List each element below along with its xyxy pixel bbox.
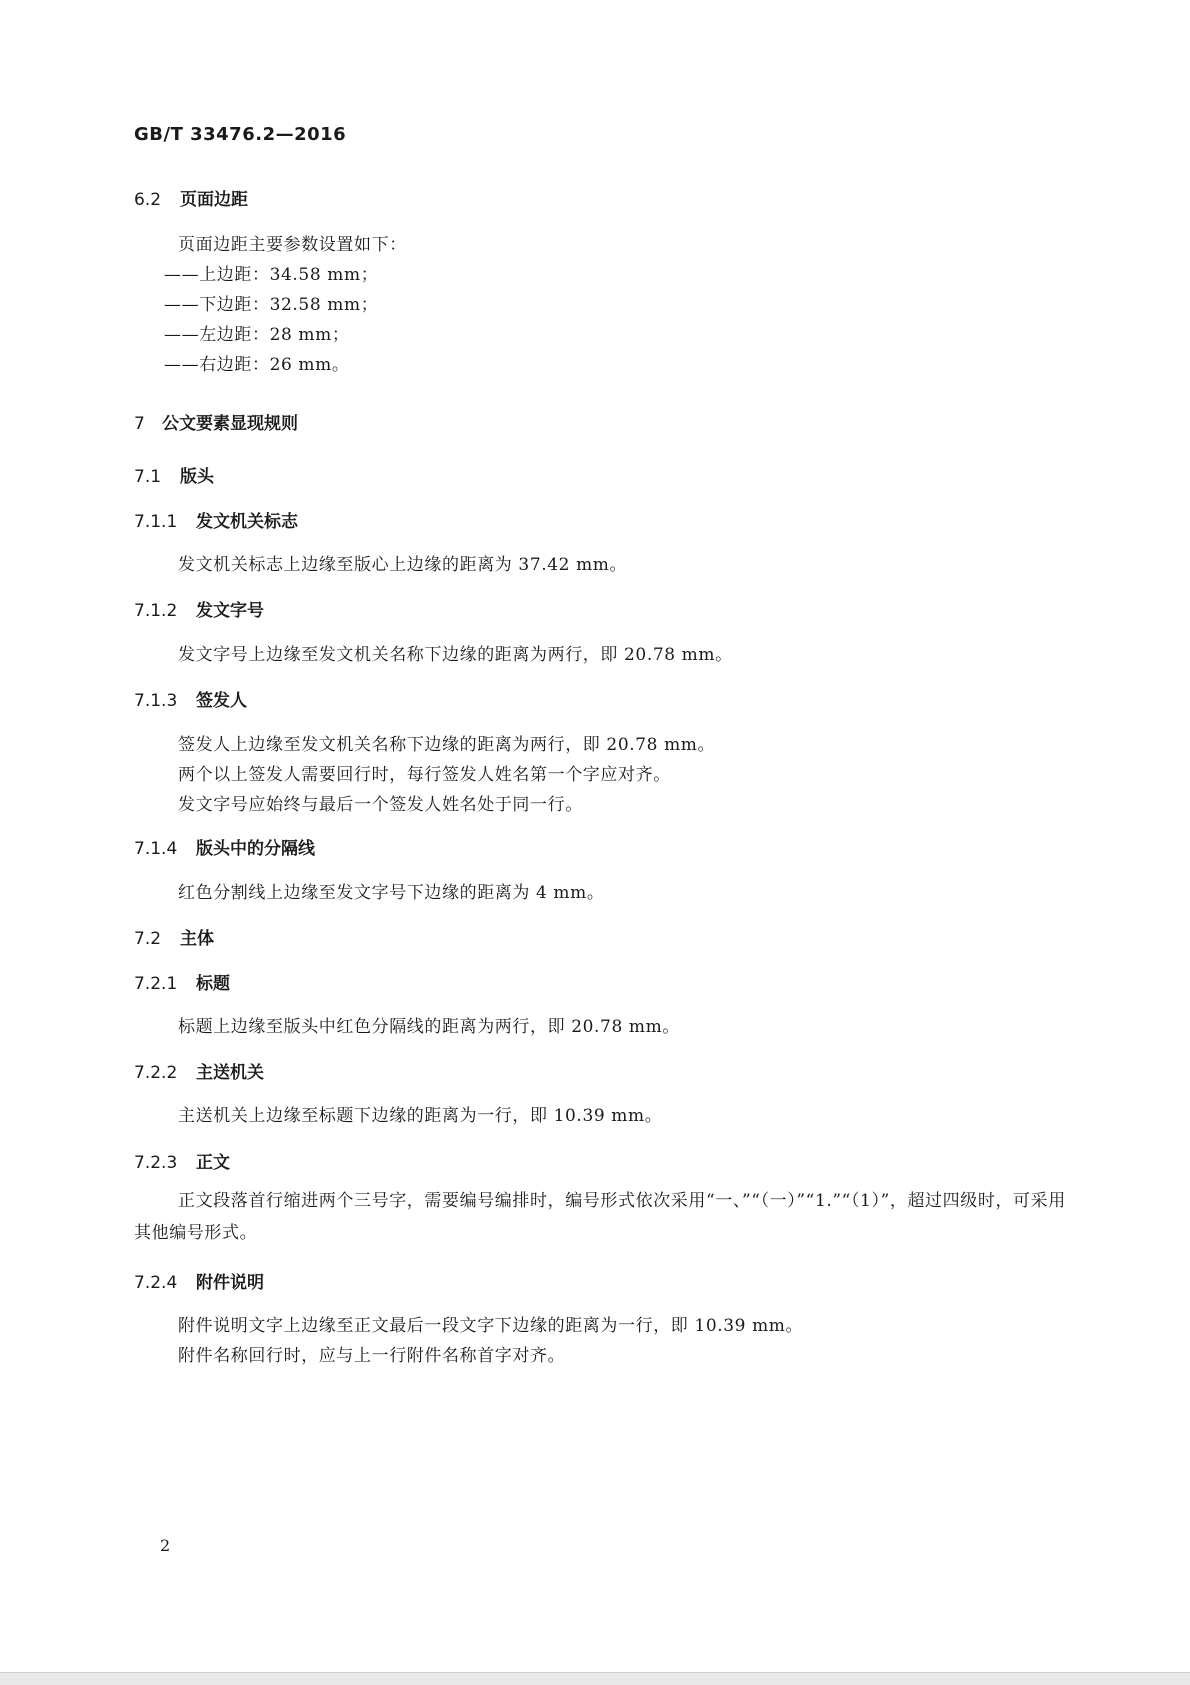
list-item: ——下边距：32.58 mm； [164,295,379,315]
heading-7-1-2 [134,596,264,621]
heading-7-2-2 [134,1058,264,1083]
heading-7-1 [134,462,214,487]
heading-7-2-1 [134,969,230,994]
bottom-edge [0,1672,1190,1685]
heading-7-2-3 [134,1148,230,1173]
section-title: 版头中的分隔线 [196,839,315,859]
section-number: 7.1.1 [134,512,178,532]
paragraph: 标题上边缘至版头中红色分隔线的距离为两行，即 20.78 mm。 [178,1017,680,1037]
section-title: 正文 [196,1153,230,1173]
section-title: 版头 [180,467,214,487]
section-title: 发文机关标志 [196,512,298,532]
section-number: 6.2 [134,190,162,210]
page-number: 2 [160,1536,171,1555]
section-number: 7 [134,414,145,434]
section-number: 7.1.4 [134,839,178,859]
paragraph: 主送机关上边缘至标题下边缘的距离为一行，即 10.39 mm。 [178,1106,663,1126]
section-title: 页面边距 [180,190,248,210]
list-item: ——右边距：26 mm。 [164,355,350,375]
section-number: 7.2.1 [134,974,178,994]
section-number: 7.1 [134,467,162,487]
paragraph: 发文字号上边缘至发文机关名称下边缘的距离为两行，即 20.78 mm。 [178,645,733,665]
heading-7-2-4 [134,1268,264,1293]
list-item: ——左边距：28 mm； [164,325,350,345]
section-title: 附件说明 [196,1273,264,1293]
paragraph: 发文字号应始终与最后一个签发人姓名处于同一行。 [178,795,583,815]
heading-7-1-1 [134,507,298,532]
section-number: 7.2.4 [134,1273,178,1293]
heading-7-1-4 [134,834,315,859]
paragraph: 正文段落首行缩进两个三号字，需要编号编排时，编号形式依次采用“一、”“（一）”“1.”“（1）”，超过四级时，可采用其他编号形式。 [134,1191,1066,1243]
paragraph: 签发人上边缘至发文机关名称下边缘的距离为两行，即 20.78 mm。 [178,735,716,755]
section-title: 主体 [180,929,214,949]
paragraph: 附件名称回行时，应与上一行附件名称首字对齐。 [178,1346,566,1366]
section-title: 标题 [196,974,230,994]
paragraph: 红色分割线上边缘至发文字号下边缘的距离为 4 mm。 [178,883,605,903]
heading-7 [134,409,298,434]
heading-7-1-3 [134,686,247,711]
paragraph: 两个以上签发人需要回行时，每行签发人姓名第一个字应对齐。 [178,765,671,785]
list-item: ——上边距：34.58 mm； [164,265,379,285]
section-number: 7.1.2 [134,601,178,621]
section-number: 7.2.2 [134,1063,178,1083]
section-title: 公文要素显现规则 [162,414,298,434]
section-title: 签发人 [196,691,247,711]
section-number: 7.2.3 [134,1153,178,1173]
paragraph: 发文机关标志上边缘至版心上边缘的距离为 37.42 mm。 [178,555,628,575]
section-number: 7.2 [134,929,162,949]
standard-code: GB/T 33476.2—2016 [134,124,347,145]
heading-6-2 [134,185,248,210]
section-number: 7.1.3 [134,691,178,711]
paragraph: 附件说明文字上边缘至正文最后一段文字下边缘的距离为一行，即 10.39 mm。 [178,1316,804,1336]
section-title: 主送机关 [196,1063,264,1083]
section-title: 发文字号 [196,601,264,621]
heading-7-2 [134,924,214,949]
paragraph: 页面边距主要参数设置如下： [178,235,407,255]
